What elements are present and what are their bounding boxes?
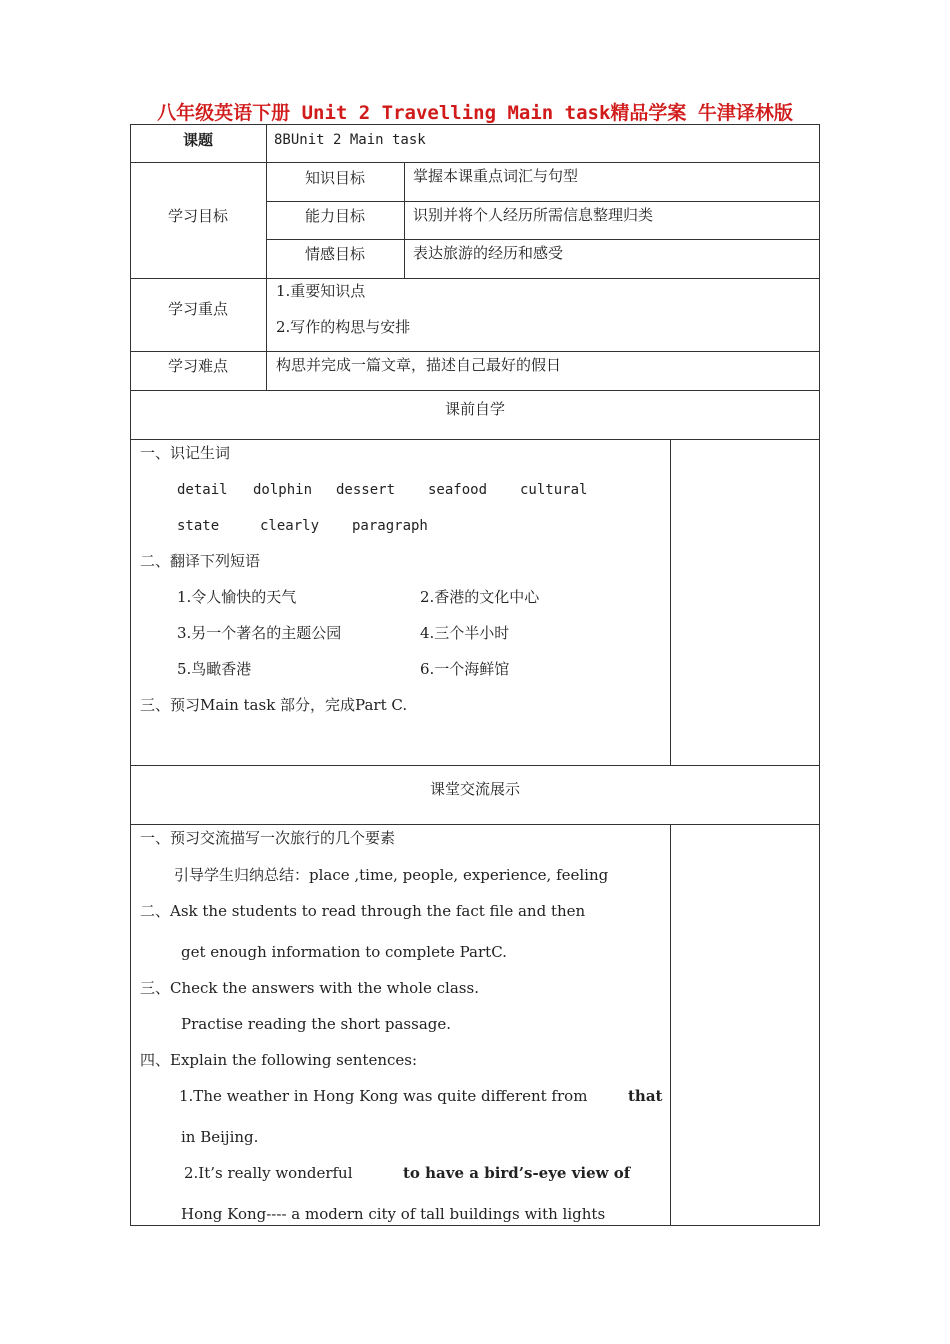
difficulty-label: 学习难点 — [167, 357, 228, 375]
col-divider — [404, 162, 405, 278]
phrase-item: 4.三个半小时 — [420, 624, 510, 642]
focus-item: 1.重要知识点 — [276, 282, 366, 300]
inclass-line: 二、Ask the students to read through the fact file and then — [140, 902, 586, 920]
sentence-1-bold: that — [628, 1087, 663, 1105]
row-divider — [130, 765, 820, 766]
focus-label: 学习重点 — [167, 300, 228, 318]
sentence-2-cont: Hong Kong---- a modern city of tall buildings with lights — [181, 1205, 606, 1223]
goal-desc: 识别并将个人经历所需信息整理归类 — [413, 206, 654, 224]
vocab-word: cultural — [520, 482, 588, 498]
phrase-item: 6.一个海鲜馆 — [420, 660, 510, 678]
vocab-word: state — [177, 518, 220, 534]
inclass-line: get enough information to complete PartC. — [181, 943, 507, 961]
inclass-line: 引导学生归纳总结：place ,time, people, experience, feeling — [174, 866, 609, 884]
goals-label: 学习目标 — [167, 207, 228, 225]
row-divider — [130, 824, 820, 825]
sentence-2-text: 2.It’s really wonderful — [184, 1164, 353, 1182]
vocab-word: dolphin — [253, 482, 313, 498]
table-border-left — [130, 124, 131, 1226]
row-divider — [130, 278, 820, 279]
row-divider — [266, 201, 820, 202]
lesson-table — [130, 124, 820, 1226]
sentence-2-bold: to have a bird’s-eye view of — [403, 1164, 631, 1182]
phrase-item: 1.令人愉快的天气 — [177, 588, 297, 606]
table-border-top — [130, 124, 820, 125]
row-divider — [130, 351, 820, 352]
page-title: 八年级英语下册 Unit 2 Travelling Main task精品学案 牛津译林版 — [157, 102, 793, 124]
goal-type: 情感目标 — [304, 245, 365, 263]
preclass-vocab-heading: 一、识记生词 — [140, 444, 231, 462]
preclass-translate-heading: 二、翻译下列短语 — [140, 552, 261, 570]
row-divider — [130, 162, 820, 163]
goal-desc: 表达旅游的经历和感受 — [413, 244, 564, 262]
vocab-word: detail — [177, 482, 228, 498]
section-heading-preclass: 课前自学 — [444, 400, 505, 418]
col-divider — [670, 824, 671, 1226]
vocab-word: clearly — [260, 518, 320, 534]
goal-type: 知识目标 — [304, 169, 365, 187]
sentence-1-cont: in Beijing. — [181, 1128, 259, 1146]
topic-label: 课题 — [182, 131, 213, 149]
sentence-1-text: 1.The weather in Hong Kong was quite different from — [179, 1087, 588, 1105]
vocab-word: dessert — [336, 482, 396, 498]
preclass-preview-heading: 三、预习Main task 部分，完成Part C. — [140, 696, 408, 714]
table-border-bottom — [130, 1225, 820, 1226]
inclass-line: 一、预习交流描写一次旅行的几个要素 — [140, 829, 396, 847]
table-border-right — [819, 124, 820, 1226]
goal-type: 能力目标 — [304, 207, 365, 225]
row-divider — [130, 390, 820, 391]
phrase-item: 3.另一个著名的主题公园 — [177, 624, 342, 642]
row-divider — [266, 239, 820, 240]
topic-value: 8BUnit 2 Main task — [274, 132, 426, 148]
inclass-line: Practise reading the short passage. — [181, 1015, 452, 1033]
inclass-line: 四、Explain the following sentences: — [140, 1051, 418, 1069]
vocab-word: seafood — [428, 482, 488, 498]
row-divider — [130, 439, 820, 440]
vocab-word: paragraph — [352, 518, 428, 534]
phrase-item: 2.香港的文化中心 — [420, 588, 540, 606]
phrase-item: 5.鸟瞰香港 — [177, 660, 252, 678]
focus-item: 2.写作的构思与安排 — [276, 318, 411, 336]
inclass-line: 三、Check the answers with the whole class. — [140, 979, 479, 997]
col-divider — [670, 439, 671, 765]
difficulty-value: 构思并完成一篇文章，描述自己最好的假日 — [276, 356, 562, 374]
section-heading-inclass: 课堂交流展示 — [429, 780, 520, 798]
goal-desc: 掌握本课重点词汇与句型 — [413, 167, 579, 185]
